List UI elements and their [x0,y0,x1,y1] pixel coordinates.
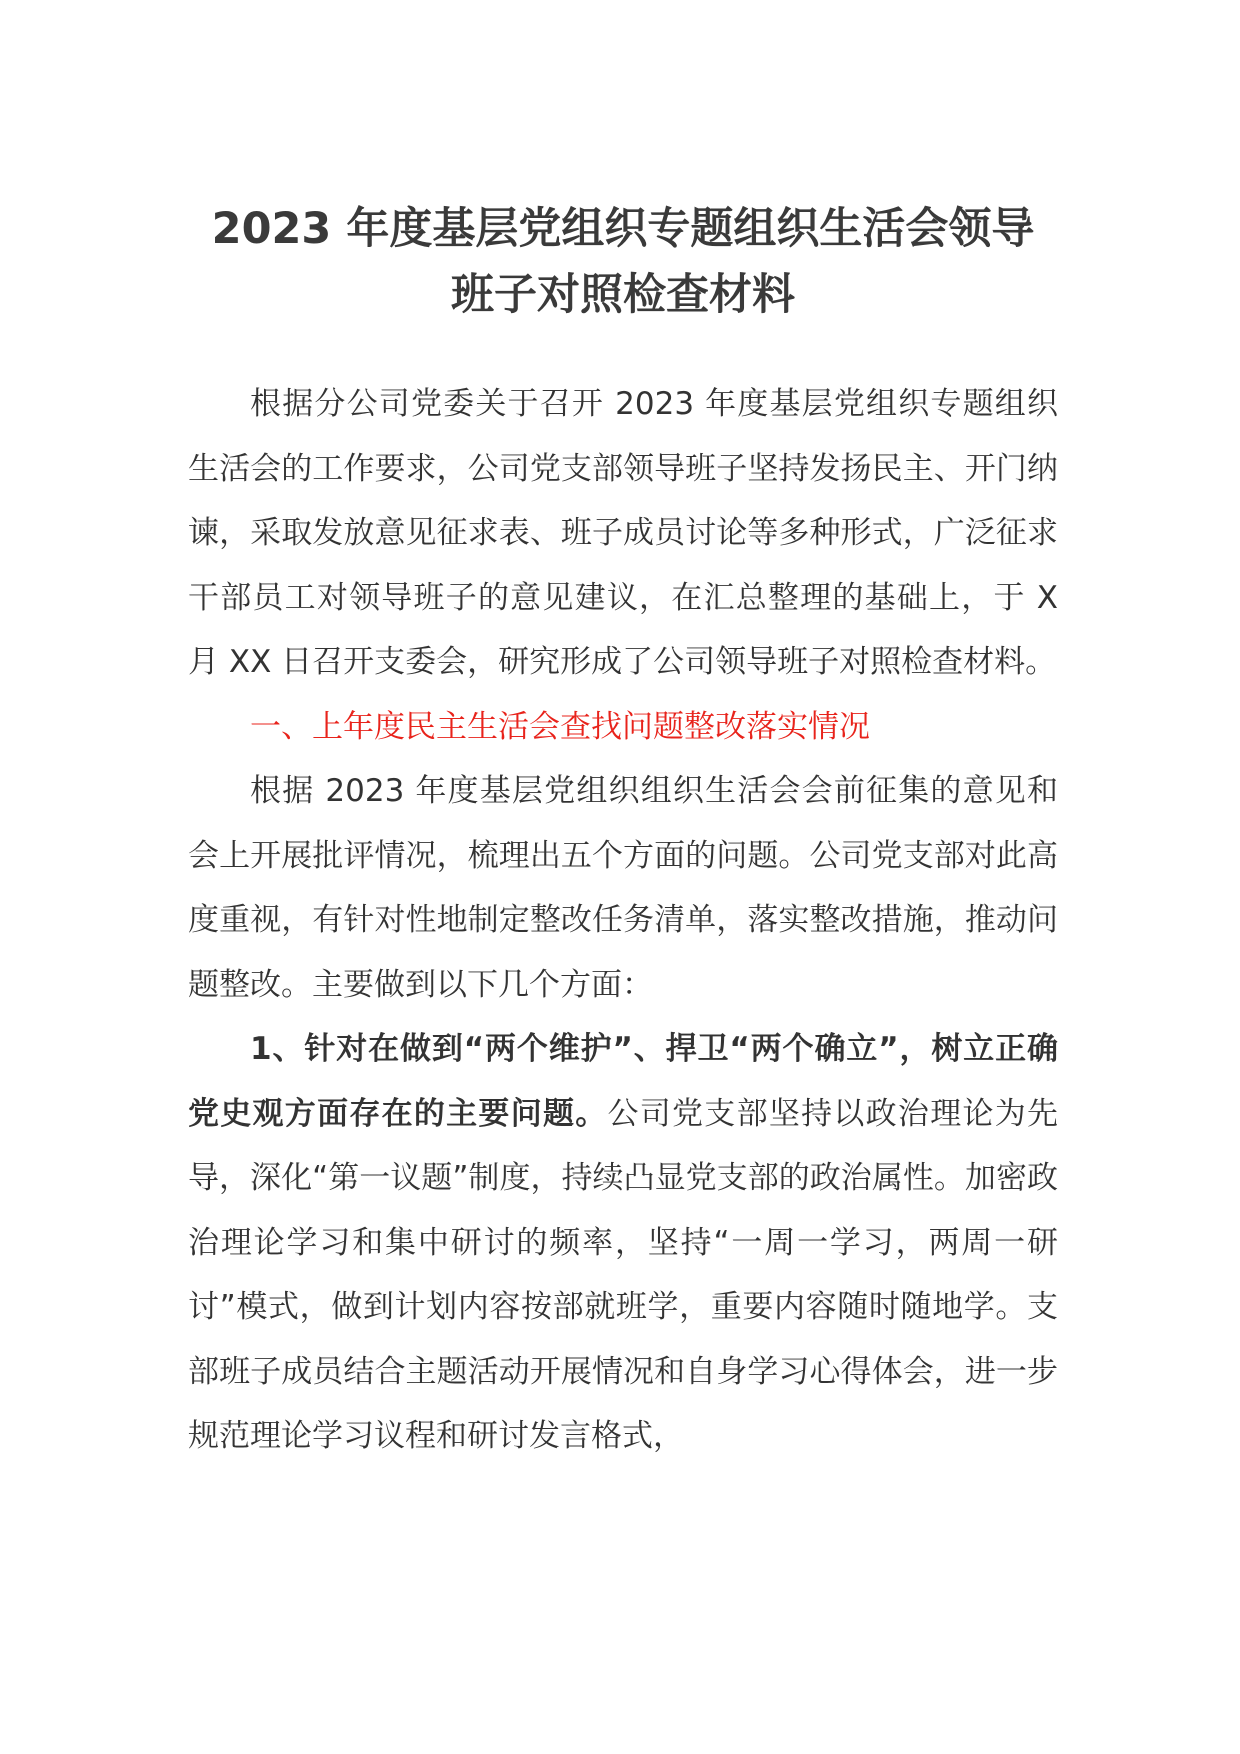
document-page [188,196,1058,1469]
title-line-1: 2023 年度基层党组织专题组织生活会领导 [211,204,1035,254]
document-title [188,196,1058,328]
item-1-text: 公司党支部坚持以政治理论为先导，深化“第一议题”制度，持续凸显党支部的政治属性。加密政治理论学习和集中研讨的频率，坚持“一周一学习，两周一研讨”模式，做到计划内容按部就班学，重要内容随时随地学。支部班子成员结合主题活动开展情况和自身学习心得体会，进一步规范理论学习议程和研讨发言格式， [188,1095,1058,1454]
item-1-heading: 1、针对在做到“两个维护”、捍卫“两个确立”，树立正确党史观方面存在的主要问题。 [188,1031,1058,1132]
section-heading-1: 一、上年度民主生活会查找问题整改落实情况 [250,708,870,745]
title-line-2: 班子对照检查材料 [451,270,795,320]
section-1-paragraph: 根据 2023 年度基层党组织组织生活会会前征集的意见和会上开展批评情况，梳理出五个方面的问题。公司党支部对此高度重视，有针对性地制定整改任务清单，落实整改措施，推动问题整改。主要做到以下几个方面： [188,773,1058,1003]
document-body [188,372,1058,1469]
intro-paragraph: 根据分公司党委关于召开 2023 年度基层党组织专题组织生活会的工作要求，公司党支部领导班子坚持发扬民主、开门纳谏，采取发放意见征求表、班子成员讨论等多种形式，广泛征求干部员工对领导班子的意见建议，在汇总整理的基础上，于 X 月 XX 日召开支委会，研究形成了公司领导班子对照检查材料。 [188,386,1058,680]
item-1-paragraph [188,1017,1058,1469]
